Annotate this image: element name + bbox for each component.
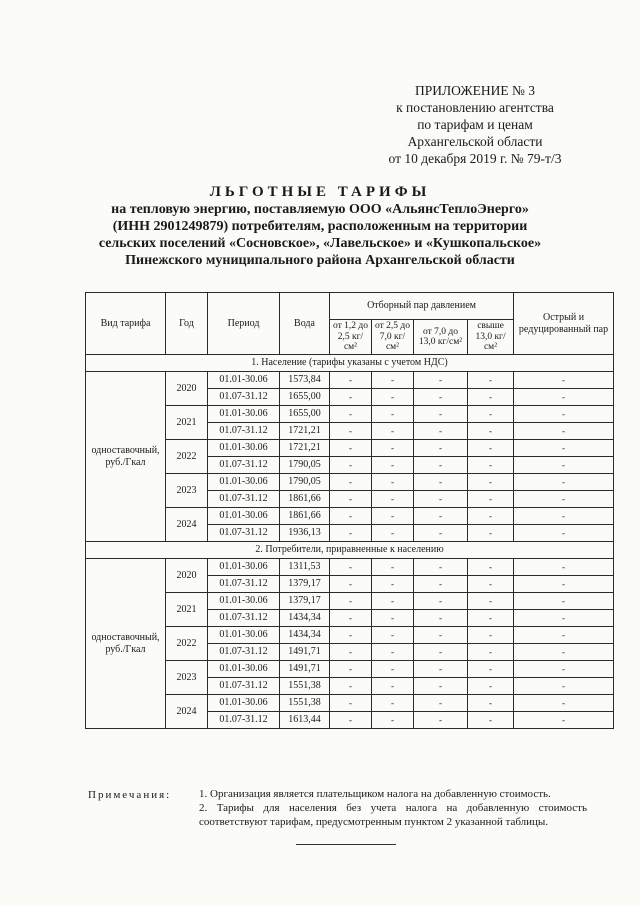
dash-cell: - bbox=[468, 627, 514, 644]
water-cell: 1655,00 bbox=[280, 389, 330, 406]
dash-cell: - bbox=[468, 440, 514, 457]
header-year: Год bbox=[166, 293, 208, 355]
dash-cell: - bbox=[414, 440, 468, 457]
dash-cell: - bbox=[372, 474, 414, 491]
dash-cell: - bbox=[414, 644, 468, 661]
water-cell: 1861,66 bbox=[280, 508, 330, 525]
dash-cell: - bbox=[330, 576, 372, 593]
dash-cell: - bbox=[372, 661, 414, 678]
period-cell: 01.01-30.06 bbox=[208, 372, 280, 389]
header-water: Вода bbox=[280, 293, 330, 355]
dash-cell: - bbox=[330, 389, 372, 406]
water-cell: 1379,17 bbox=[280, 593, 330, 610]
table-row bbox=[86, 627, 614, 644]
appendix-line-3: по тарифам и ценам bbox=[417, 117, 533, 132]
appendix-header bbox=[355, 82, 595, 167]
period-cell: 01.07-31.12 bbox=[208, 491, 280, 508]
period-cell: 01.01-30.06 bbox=[208, 406, 280, 423]
table-row bbox=[86, 593, 614, 610]
dash-cell: - bbox=[468, 525, 514, 542]
dash-cell: - bbox=[468, 644, 514, 661]
dash-cell: - bbox=[330, 678, 372, 695]
appendix-line-4: Архангельской области bbox=[407, 134, 543, 149]
period-cell: 01.01-30.06 bbox=[208, 627, 280, 644]
dash-cell: - bbox=[514, 678, 614, 695]
dash-cell: - bbox=[414, 389, 468, 406]
appendix-line-5: от 10 декабря 2019 г. № 79-т/3 bbox=[388, 151, 562, 166]
dash-cell: - bbox=[372, 406, 414, 423]
dash-cell: - bbox=[514, 508, 614, 525]
year-cell: 2021 bbox=[166, 593, 208, 627]
table-row bbox=[86, 559, 614, 576]
notes-label: Примечания: bbox=[88, 789, 172, 801]
dash-cell: - bbox=[330, 406, 372, 423]
dash-cell: - bbox=[330, 423, 372, 440]
dash-cell: - bbox=[414, 474, 468, 491]
dash-cell: - bbox=[468, 389, 514, 406]
section-row bbox=[86, 542, 614, 559]
dash-cell: - bbox=[372, 627, 414, 644]
dash-cell: - bbox=[372, 440, 414, 457]
period-cell: 01.07-31.12 bbox=[208, 389, 280, 406]
dash-cell: - bbox=[468, 457, 514, 474]
dash-cell: - bbox=[330, 508, 372, 525]
header-pressure-3: от 7,0 до 13,0 кг/см² bbox=[414, 320, 468, 355]
appendix-line-1: ПРИЛОЖЕНИЕ № 3 bbox=[414, 83, 536, 98]
year-cell: 2024 bbox=[166, 695, 208, 729]
dash-cell: - bbox=[330, 644, 372, 661]
header-pressure-1: от 1,2 до 2,5 кг/см² bbox=[330, 320, 372, 355]
dash-cell: - bbox=[468, 661, 514, 678]
period-cell: 01.07-31.12 bbox=[208, 423, 280, 440]
dash-cell: - bbox=[514, 695, 614, 712]
dash-cell: - bbox=[330, 593, 372, 610]
table-row bbox=[86, 474, 614, 491]
water-cell: 1434,34 bbox=[280, 610, 330, 627]
dash-cell: - bbox=[468, 695, 514, 712]
period-cell: 01.07-31.12 bbox=[208, 712, 280, 729]
tariff-type-cell: одноставочный, руб./Гкал bbox=[86, 372, 166, 542]
dash-cell: - bbox=[372, 644, 414, 661]
water-cell: 1613,44 bbox=[280, 712, 330, 729]
water-cell: 1790,05 bbox=[280, 457, 330, 474]
dash-cell: - bbox=[468, 576, 514, 593]
table-row bbox=[86, 440, 614, 457]
dash-cell: - bbox=[468, 508, 514, 525]
dash-cell: - bbox=[372, 525, 414, 542]
title-main: ЛЬГОТНЫЕ ТАРИФЫ bbox=[209, 184, 431, 200]
water-cell: 1655,00 bbox=[280, 406, 330, 423]
dash-cell: - bbox=[514, 491, 614, 508]
dash-cell: - bbox=[372, 508, 414, 525]
title-line-3: сельских поселений «Сосновское», «Лавельское» и «Кушкопальское» bbox=[98, 236, 542, 251]
dash-cell: - bbox=[414, 593, 468, 610]
dash-cell: - bbox=[514, 627, 614, 644]
table-row bbox=[86, 406, 614, 423]
dash-cell: - bbox=[514, 712, 614, 729]
dash-cell: - bbox=[468, 678, 514, 695]
dash-cell: - bbox=[372, 695, 414, 712]
table-body bbox=[86, 355, 614, 729]
dash-cell: - bbox=[330, 440, 372, 457]
dash-cell: - bbox=[468, 593, 514, 610]
water-cell: 1721,21 bbox=[280, 423, 330, 440]
dash-cell: - bbox=[330, 372, 372, 389]
dash-cell: - bbox=[514, 593, 614, 610]
dash-cell: - bbox=[330, 559, 372, 576]
header-sharp-steam: Острый и редуцированный пар bbox=[514, 293, 614, 355]
dash-cell: - bbox=[514, 644, 614, 661]
title-line-1: на тепловую энергию, поставляемую ООО «АльянсТеплоЭнерго» bbox=[111, 202, 529, 217]
note-1: 1. Организация является плательщиком налога на добавленную стоимость. bbox=[199, 788, 551, 800]
header-steam: Отборный пар давлением bbox=[330, 293, 514, 320]
period-cell: 01.07-31.12 bbox=[208, 457, 280, 474]
section-title: 1. Население (тарифы указаны с учетом НДС) bbox=[86, 355, 614, 372]
table-row bbox=[86, 661, 614, 678]
dash-cell: - bbox=[414, 508, 468, 525]
dash-cell: - bbox=[372, 423, 414, 440]
dash-cell: - bbox=[372, 712, 414, 729]
year-cell: 2021 bbox=[166, 406, 208, 440]
dash-cell: - bbox=[414, 423, 468, 440]
dash-cell: - bbox=[468, 712, 514, 729]
dash-cell: - bbox=[414, 610, 468, 627]
water-cell: 1551,38 bbox=[280, 678, 330, 695]
dash-cell: - bbox=[514, 440, 614, 457]
dash-cell: - bbox=[330, 695, 372, 712]
dash-cell: - bbox=[372, 559, 414, 576]
period-cell: 01.07-31.12 bbox=[208, 610, 280, 627]
water-cell: 1551,38 bbox=[280, 695, 330, 712]
dash-cell: - bbox=[330, 474, 372, 491]
dash-cell: - bbox=[514, 372, 614, 389]
dash-cell: - bbox=[468, 423, 514, 440]
dash-cell: - bbox=[372, 491, 414, 508]
year-cell: 2022 bbox=[166, 440, 208, 474]
dash-cell: - bbox=[372, 593, 414, 610]
dash-cell: - bbox=[514, 576, 614, 593]
water-cell: 1790,05 bbox=[280, 474, 330, 491]
dash-cell: - bbox=[468, 372, 514, 389]
dash-cell: - bbox=[330, 627, 372, 644]
dash-cell: - bbox=[414, 491, 468, 508]
dash-cell: - bbox=[414, 678, 468, 695]
header-period: Период bbox=[208, 293, 280, 355]
water-cell: 1573,84 bbox=[280, 372, 330, 389]
period-cell: 01.07-31.12 bbox=[208, 525, 280, 542]
water-cell: 1721,21 bbox=[280, 440, 330, 457]
dash-cell: - bbox=[372, 457, 414, 474]
dash-cell: - bbox=[330, 661, 372, 678]
dash-cell: - bbox=[414, 406, 468, 423]
dash-cell: - bbox=[514, 423, 614, 440]
dash-cell: - bbox=[414, 576, 468, 593]
dash-cell: - bbox=[514, 389, 614, 406]
year-cell: 2022 bbox=[166, 627, 208, 661]
title-line-2: (ИНН 2901249879) потребителям, расположенным на территории bbox=[112, 219, 528, 234]
dash-cell: - bbox=[468, 474, 514, 491]
water-cell: 1936,13 bbox=[280, 525, 330, 542]
dash-cell: - bbox=[514, 525, 614, 542]
dash-cell: - bbox=[414, 627, 468, 644]
dash-cell: - bbox=[468, 406, 514, 423]
period-cell: 01.01-30.06 bbox=[208, 474, 280, 491]
dash-cell: - bbox=[514, 474, 614, 491]
dash-cell: - bbox=[330, 712, 372, 729]
dash-cell: - bbox=[414, 372, 468, 389]
period-cell: 01.01-30.06 bbox=[208, 508, 280, 525]
water-cell: 1434,34 bbox=[280, 627, 330, 644]
dash-cell: - bbox=[414, 695, 468, 712]
period-cell: 01.01-30.06 bbox=[208, 695, 280, 712]
title-line-4: Пинежского муниципального района Архангельской области bbox=[125, 253, 515, 268]
closing-rule bbox=[296, 844, 396, 845]
section-title: 2. Потребители, приравненные к населению bbox=[86, 542, 614, 559]
dash-cell: - bbox=[414, 661, 468, 678]
dash-cell: - bbox=[414, 457, 468, 474]
dash-cell: - bbox=[468, 559, 514, 576]
dash-cell: - bbox=[372, 678, 414, 695]
water-cell: 1861,66 bbox=[280, 491, 330, 508]
dash-cell: - bbox=[372, 576, 414, 593]
table-row bbox=[86, 508, 614, 525]
dash-cell: - bbox=[372, 610, 414, 627]
year-cell: 2020 bbox=[166, 559, 208, 593]
header-pressure-2: от 2,5 до 7,0 кг/см² bbox=[372, 320, 414, 355]
tariff-type-cell: одноставочный, руб./Гкал bbox=[86, 559, 166, 729]
dash-cell: - bbox=[514, 610, 614, 627]
table-row bbox=[86, 372, 614, 389]
note-2: 2. Тарифы для населения без учета налога на добавленную стоимость соответствуют тарифам, предусмотренным пунктом 2 указанной таблицы. bbox=[199, 802, 587, 828]
table-row bbox=[86, 695, 614, 712]
period-cell: 01.07-31.12 bbox=[208, 678, 280, 695]
dash-cell: - bbox=[372, 389, 414, 406]
water-cell: 1491,71 bbox=[280, 661, 330, 678]
dash-cell: - bbox=[468, 610, 514, 627]
period-cell: 01.01-30.06 bbox=[208, 593, 280, 610]
dash-cell: - bbox=[514, 559, 614, 576]
dash-cell: - bbox=[514, 457, 614, 474]
period-cell: 01.07-31.12 bbox=[208, 576, 280, 593]
dash-cell: - bbox=[330, 457, 372, 474]
year-cell: 2023 bbox=[166, 474, 208, 508]
appendix-line-2: к постановлению агентства bbox=[396, 100, 554, 115]
year-cell: 2020 bbox=[166, 372, 208, 406]
notes bbox=[199, 787, 587, 829]
dash-cell: - bbox=[514, 661, 614, 678]
document-title bbox=[70, 184, 570, 269]
section-row bbox=[86, 355, 614, 372]
dash-cell: - bbox=[514, 406, 614, 423]
tariff-table bbox=[85, 292, 614, 729]
dash-cell: - bbox=[330, 610, 372, 627]
dash-cell: - bbox=[414, 525, 468, 542]
period-cell: 01.01-30.06 bbox=[208, 661, 280, 678]
period-cell: 01.01-30.06 bbox=[208, 559, 280, 576]
water-cell: 1311,53 bbox=[280, 559, 330, 576]
period-cell: 01.07-31.12 bbox=[208, 644, 280, 661]
dash-cell: - bbox=[372, 372, 414, 389]
dash-cell: - bbox=[468, 491, 514, 508]
water-cell: 1491,71 bbox=[280, 644, 330, 661]
dash-cell: - bbox=[414, 712, 468, 729]
year-cell: 2023 bbox=[166, 661, 208, 695]
header-pressure-4: свыше 13,0 кг/см² bbox=[468, 320, 514, 355]
year-cell: 2024 bbox=[166, 508, 208, 542]
water-cell: 1379,17 bbox=[280, 576, 330, 593]
dash-cell: - bbox=[330, 525, 372, 542]
period-cell: 01.01-30.06 bbox=[208, 440, 280, 457]
header-tariff-type: Вид тарифа bbox=[86, 293, 166, 355]
dash-cell: - bbox=[414, 559, 468, 576]
dash-cell: - bbox=[330, 491, 372, 508]
